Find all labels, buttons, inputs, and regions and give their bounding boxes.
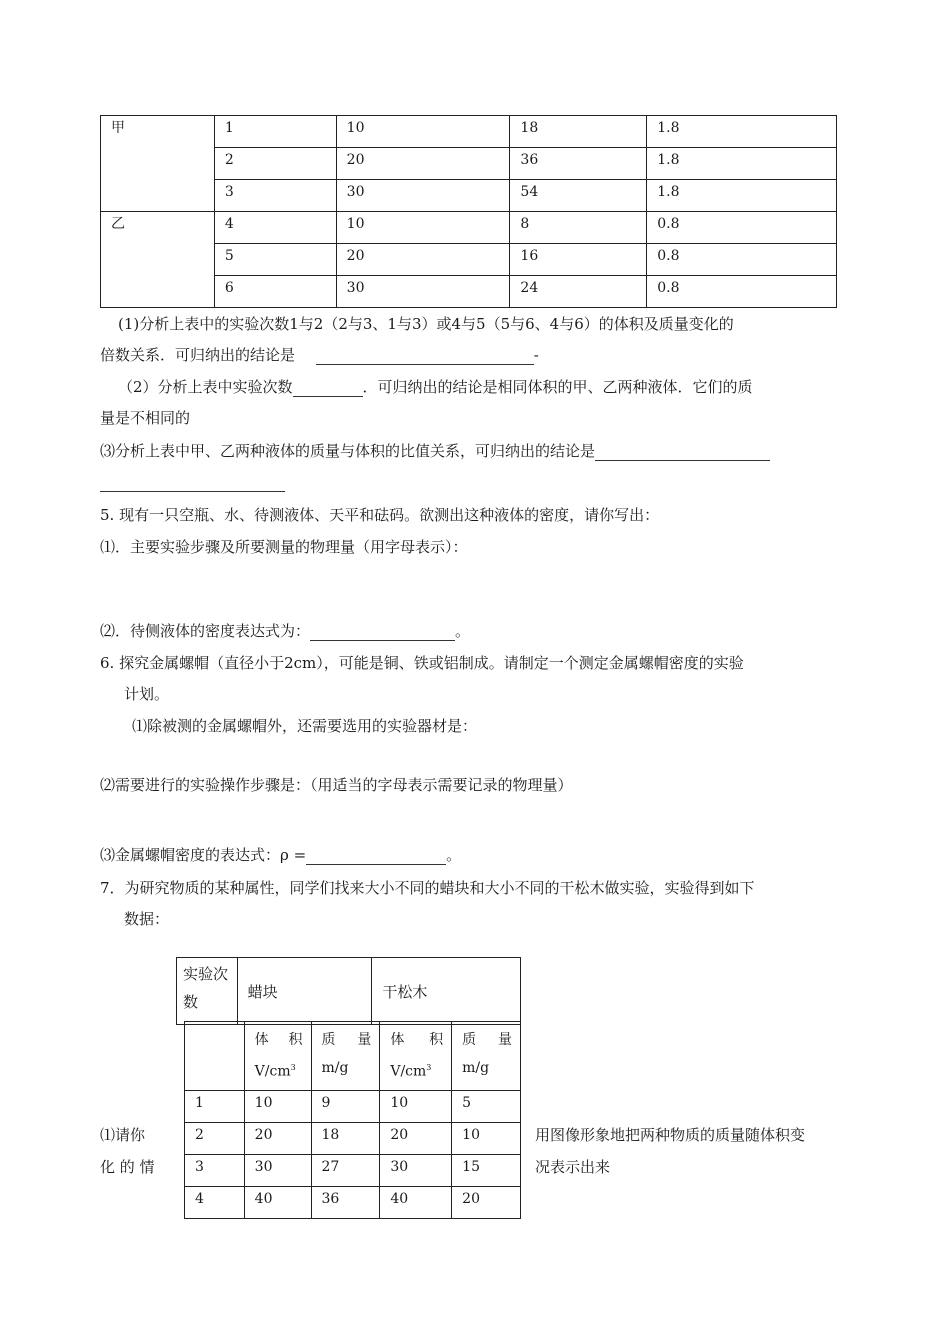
- trial-cell: 1: [185, 1091, 245, 1123]
- header-char: 体: [390, 1032, 405, 1048]
- q4-part2-text-a: （2）分析上表中实验次数: [118, 378, 293, 396]
- mass-cell: 16: [510, 244, 647, 276]
- header-wood: 干松木: [372, 958, 521, 1025]
- q6-intro-line2: 计划。: [124, 685, 170, 703]
- wood-volume-cell: 20: [380, 1123, 452, 1155]
- unit-label: V/cm: [390, 1063, 427, 1080]
- ratio-cell: 1.8: [647, 148, 837, 180]
- q7-right-line2: 况表示出来: [535, 1158, 611, 1176]
- wood-mass-cell: 20: [452, 1187, 521, 1219]
- answer-blank[interactable]: [100, 475, 285, 492]
- wood-mass-cell: 15: [452, 1155, 521, 1187]
- table-row: [185, 1022, 521, 1091]
- wax-volume-cell: 30: [244, 1155, 311, 1187]
- volume-cell: 20: [336, 244, 510, 276]
- unit-label: V/cm: [254, 1063, 291, 1080]
- q5-intro: 5. 现有一只空瓶、水、待测液体、天平和砝码。欲测出这种液体的密度，请你写出：: [100, 506, 660, 524]
- q5-part2-end: 。: [455, 622, 471, 640]
- unit-exponent: 3: [426, 1063, 432, 1072]
- unit-label: m/g: [462, 1060, 490, 1076]
- q5-part2: [100, 621, 470, 641]
- header-wax-mass: [311, 1022, 380, 1091]
- ratio-cell: 1.8: [647, 116, 837, 148]
- trial-cell: 3: [214, 180, 336, 212]
- ratio-cell: 1.8: [647, 180, 837, 212]
- header-wood-volume: [380, 1022, 452, 1091]
- q7-left-line2: 化 的 情: [100, 1158, 155, 1176]
- ratio-cell: 0.8: [647, 276, 837, 308]
- answer-blank[interactable]: [293, 380, 363, 397]
- trial-cell: 4: [214, 212, 336, 244]
- q6-part1: ⑴除被测的金属螺帽外，还需要选用的实验器材是：: [132, 717, 478, 735]
- table-row: [101, 212, 837, 244]
- volume-cell: 30: [336, 276, 510, 308]
- table-row: [101, 116, 837, 148]
- table-row: [185, 1091, 521, 1123]
- group-label-yi: 乙: [101, 212, 215, 308]
- q4-part1-text: 倍数关系．可归纳出的结论是: [100, 346, 296, 364]
- trial-cell: 2: [185, 1123, 245, 1155]
- answer-blank[interactable]: [595, 444, 770, 461]
- q4-part2-text-b: ．可归纳出的结论是相同体积的甲、乙两种液体．它们的质: [362, 378, 753, 396]
- ratio-cell: 0.8: [647, 212, 837, 244]
- q4-part1-line2: [100, 345, 539, 365]
- answer-blank[interactable]: [316, 348, 534, 365]
- q6-part3: [100, 845, 461, 865]
- q4-part3-line2: [100, 472, 285, 492]
- table-row: [185, 1155, 521, 1187]
- header-char: 质: [462, 1032, 477, 1048]
- wood-volume-cell: 40: [380, 1187, 452, 1219]
- header-char: 积: [429, 1032, 444, 1048]
- table-row: [185, 1187, 521, 1219]
- wax-mass-cell: 18: [311, 1123, 380, 1155]
- trial-cell: 6: [214, 276, 336, 308]
- trial-cell: 4: [185, 1187, 245, 1219]
- q6-part3-text: ⑶金属螺帽密度的表达式：ρ =: [100, 846, 307, 864]
- q4-part3-text: ⑶分析上表中甲、乙两种液体的质量与体积的比值关系，可归纳出的结论是: [100, 442, 596, 460]
- header-wax-volume: [244, 1022, 311, 1091]
- ratio-cell: 0.8: [647, 244, 837, 276]
- wood-volume-cell: 30: [380, 1155, 452, 1187]
- q4-part1-line1: (1)分析上表中的实验次数1与2（2与3、1与3）或4与5（5与6、4与6）的体积及质量变化的: [118, 315, 734, 333]
- q6-part3-end: 。: [446, 846, 462, 864]
- unit-exponent: 3: [290, 1063, 296, 1072]
- volume-cell: 10: [336, 116, 510, 148]
- q7-right-line1: 用图像形象地把两种物质的质量随体积变: [535, 1126, 806, 1144]
- q7-left-line1: ⑴请你: [100, 1126, 146, 1144]
- q7-table-header: [176, 957, 521, 1025]
- q5-part1: ⑴．主要实验步骤及所要测量的物理量（用字母表示）：: [100, 538, 468, 556]
- volume-cell: 10: [336, 212, 510, 244]
- wax-mass-cell: 9: [311, 1091, 380, 1123]
- wax-mass-cell: 36: [311, 1187, 380, 1219]
- mass-cell: 18: [510, 116, 647, 148]
- header-char: 量: [498, 1032, 512, 1048]
- table-row: [185, 1123, 521, 1155]
- q7-intro-line1: 7．为研究物质的某种属性，同学们找来大小不同的蜡块和大小不同的干松木做实验，实验得到如下: [100, 879, 755, 897]
- volume-cell: 20: [336, 148, 510, 180]
- table-row: [177, 958, 521, 1025]
- wax-mass-cell: 27: [311, 1155, 380, 1187]
- group-label-jia: 甲: [101, 116, 215, 212]
- header-char: 质: [321, 1032, 336, 1048]
- q7-intro-line2: 数据：: [124, 910, 170, 928]
- wax-volume-cell: 20: [244, 1123, 311, 1155]
- q4-part1-tail: -: [533, 346, 539, 364]
- trial-cell: 2: [214, 148, 336, 180]
- wood-mass-cell: 10: [452, 1123, 521, 1155]
- header-char: 积: [288, 1032, 303, 1048]
- trial-cell: 5: [214, 244, 336, 276]
- trial-cell: 1: [214, 116, 336, 148]
- liquid-data-table: [100, 115, 837, 308]
- header-wax: 蜡块: [237, 958, 372, 1025]
- q4-part2-line1: [118, 377, 753, 397]
- q5-part2-text: ⑵．待侧液体的密度表达式为：: [100, 622, 311, 640]
- q4-part3-line1: [100, 441, 770, 461]
- unit-label: m/g: [321, 1060, 349, 1076]
- header-empty: [185, 1022, 245, 1091]
- wax-volume-cell: 10: [244, 1091, 311, 1123]
- header-trial: 实验次数: [177, 958, 238, 1025]
- q6-part2: ⑵需要进行的实验操作步骤是：（用适当的字母表示需要记录的物理量）: [100, 776, 573, 794]
- mass-cell: 24: [510, 276, 647, 308]
- q7-data-table: [184, 1021, 521, 1219]
- q4-part2-line2: 量是不相同的: [100, 409, 191, 427]
- header-char: 量: [357, 1032, 372, 1048]
- answer-blank[interactable]: [306, 848, 446, 865]
- mass-cell: 8: [510, 212, 647, 244]
- answer-blank[interactable]: [310, 624, 455, 641]
- volume-cell: 30: [336, 180, 510, 212]
- trial-cell: 3: [185, 1155, 245, 1187]
- q6-intro-line1: 6. 探究金属螺帽（直径小于2cm），可能是铜、铁或铝制成。请制定一个测定金属螺帽密度的实验: [100, 654, 744, 672]
- mass-cell: 54: [510, 180, 647, 212]
- wax-volume-cell: 40: [244, 1187, 311, 1219]
- wood-mass-cell: 5: [452, 1091, 521, 1123]
- wood-volume-cell: 10: [380, 1091, 452, 1123]
- mass-cell: 36: [510, 148, 647, 180]
- header-wood-mass: [452, 1022, 521, 1091]
- header-char: 体: [254, 1032, 269, 1048]
